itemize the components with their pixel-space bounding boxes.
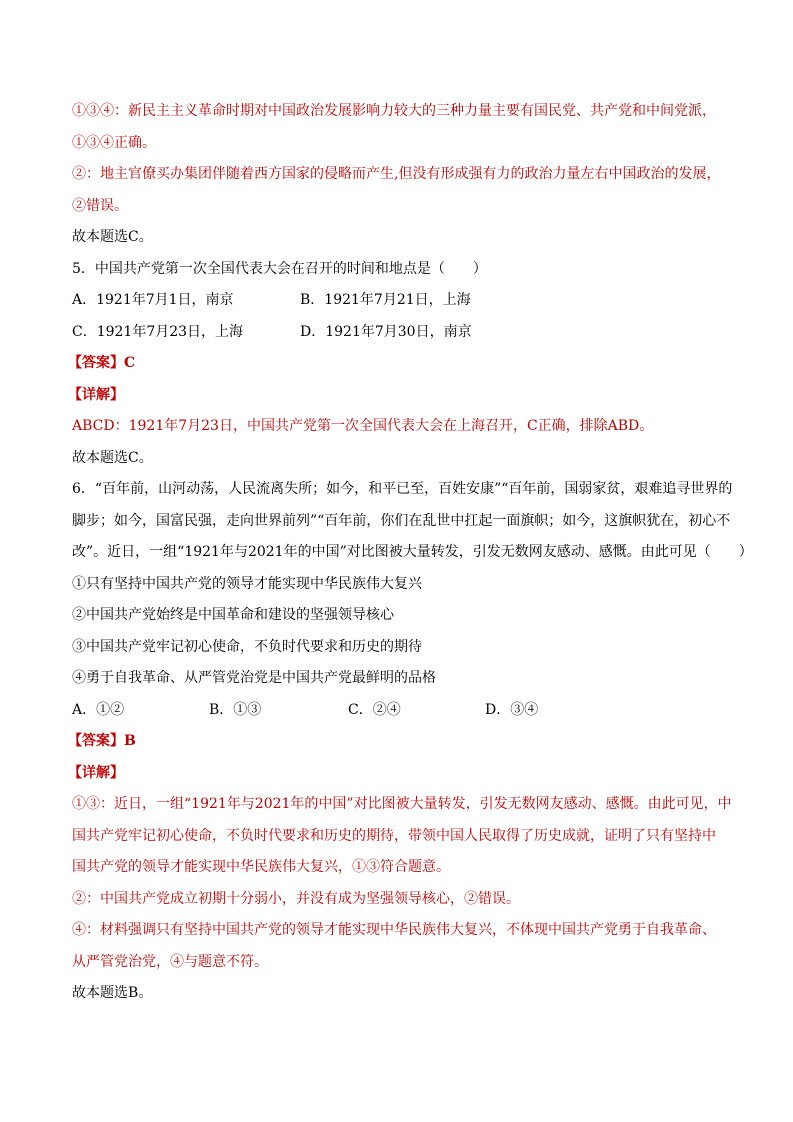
q6-options-row	[72, 695, 724, 727]
q5-options-row-1	[72, 285, 724, 317]
q6-statement-4: ④勇于自我革命、从严管党治党是中国共产党最鲜明的品格	[72, 670, 436, 686]
prev-conclusion: 故本题选C。	[72, 229, 153, 245]
q5-options-row-2	[72, 317, 724, 349]
q6-statement-1: ①只有坚持中国共产党的领导才能实现中华民族伟大复兴	[72, 575, 422, 592]
q6-explanation-line-4: ②：中国共产党成立初期十分弱小，并没有成为坚强领导核心，②错误。	[72, 890, 520, 907]
q6-option-b: B．①③	[209, 701, 262, 718]
q5-option-b: B．1921年7月21日，上海	[300, 292, 471, 308]
q6-option-c: C．②④	[348, 701, 401, 718]
q6-detail-label: 【详解】	[68, 764, 124, 781]
q6-option-a: A．①②	[72, 701, 125, 718]
q6-statement-3: ③中国共产党牢记初心使命，不负时代要求和历史的期待	[72, 638, 422, 655]
q5-explanation: ABCD：1921年7月23日，中国共产党第一次全国代表大会在上海召开，C正确，排除ABD。	[72, 418, 654, 434]
prev-explanation-line-4: ②错误。	[72, 197, 128, 214]
q5-answer: 【答案】C	[68, 355, 136, 371]
q6-explanation-line-6: 从严管党治党，④与题意不符。	[72, 953, 268, 970]
q5-option-c: C．1921年7月23日，上海	[72, 323, 244, 340]
q6-stem-line-3: 改”。近日，一组“1921年与2021年的中国”对比图被大量转发，引发无数网友感动、感慨。由此可见（ ）	[72, 544, 753, 560]
q5-option-a: A．1921年7月1日，南京	[72, 292, 234, 308]
q6-explanation-line-5: ④：材料强调只有坚持中国共产党的领导才能实现中华民族伟大复兴，不体现中国共产党勇于自我革命、	[72, 922, 716, 938]
q5-conclusion: 故本题选C。	[72, 449, 153, 466]
prev-explanation-line-1: ①③④：新民主主义革命时期对中国政治发展影响力较大的三种力量主要有国民党、共产党和中间党派，	[72, 103, 716, 119]
q6-statement-2: ②中国共产党始终是中国革命和建设的坚强领导核心	[72, 607, 394, 623]
prev-explanation-line-2: ①③④正确。	[72, 134, 156, 151]
q5-detail-label: 【详解】	[68, 386, 124, 403]
q6-conclusion: 故本题选B。	[72, 985, 153, 1001]
q6-explanation-line-3: 国共产党的领导才能实现中华民族伟大复兴，①③符合题意。	[72, 859, 450, 875]
q6-answer: 【答案】B	[68, 733, 136, 749]
q6-stem-line-1: 6．“百年前，山河动荡，人民流离失所；如今，和平已至，百姓安康”“百年前，国弱家贫，艰难追寻世界的	[72, 481, 733, 497]
prev-explanation-line-3: ②：地主官僚买办集团伴随着西方国家的侵略而产生,但没有形成强有力的政治力量左右中国政治的发展，	[72, 166, 721, 182]
document-page	[68, 96, 753, 1010]
q5-option-d: D．1921年7月30日，南京	[300, 323, 472, 340]
q5-stem: 5．中国共产党第一次全国代表大会在召开的时间和地点是（ ）	[72, 260, 487, 277]
q6-explanation-line-1: ①③：近日，一组“1921年与2021年的中国”对比图被大量转发，引发无数网友感动、感慨。由此可见，中	[72, 796, 732, 812]
q6-stem-line-2: 脚步；如今，国富民强，走向世界前列”“百年前，你们在乱世中扛起一面旗帜；如今，这旗帜犹在，初心不	[72, 512, 731, 529]
q6-option-d: D．③④	[485, 701, 539, 718]
q6-explanation-line-2: 国共产党牢记初心使命，不负时代要求和历史的期待，带领中国人民取得了历史成就，证明了只有坚持中	[72, 827, 716, 844]
